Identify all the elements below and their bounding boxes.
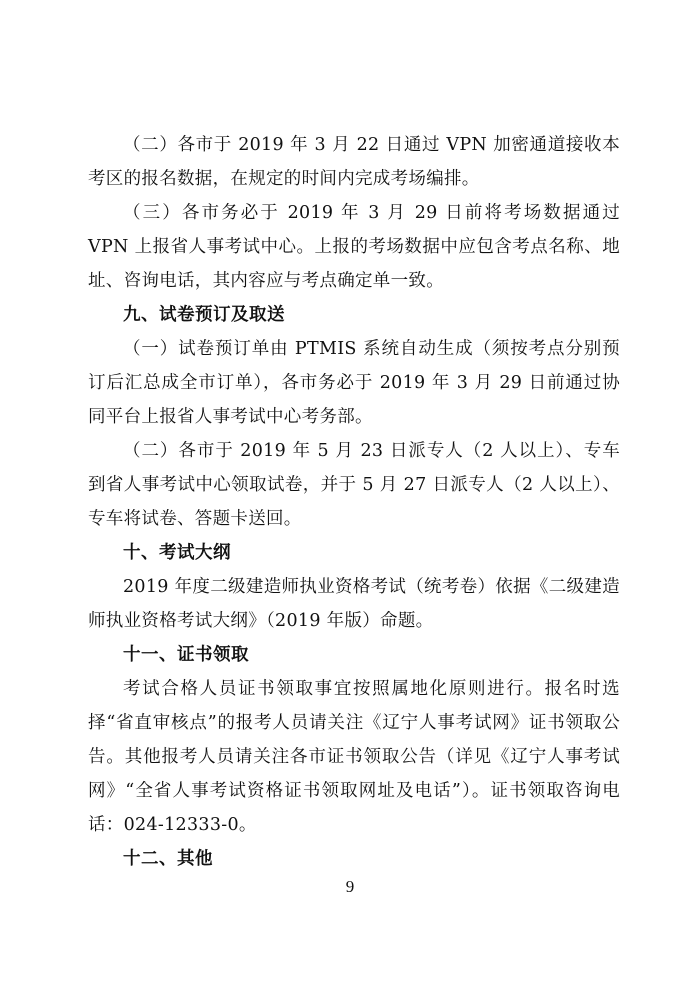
section-heading-9: 九、试卷预订及取送 [123,305,285,325]
document-body [88,128,620,876]
paragraph-9-2: （二）各市于 2019 年 5 月 23 日派专人（2 人以上）、专车到省人事考试中心领取试卷，并于 5 月 27 日派专人（2 人以上）、专车将试卷、答题卡送回。 [88,441,620,529]
paragraph-11: 考试合格人员证书领取事宜按照属地化原则进行。报名时选择“省直审核点”的报考人员请关注《辽宁人事考试网》证书领取公告。其他报考人员请关注各市证书领取公告（详见《辽宁人事考试网》“全省人事考试资格证书领取网址及电话”）。证书领取咨询电话：024-12333-0。 [88,679,620,835]
paragraph-2-3: （三）各市务必于 2019 年 3 月 29 日前将考场数据通过 VPN 上报省人事考试中心。上报的考场数据中应包含考点名称、地址、咨询电话，其内容应与考点确定单一致。 [88,203,620,291]
paragraph-10: 2019 年度二级建造师执业资格考试（统考卷）依据《二级建造师执业资格考试大纲》（2019 年版）命题。 [88,577,620,631]
paragraph-9-1: （一）试卷预订单由 PTMIS 系统自动生成（须按考点分别预订后汇总成全市订单），各市务必于 2019 年 3 月 29 日前通过协同平台上报省人事考试中心考务部。 [88,339,620,427]
section-heading-10: 十、考试大纲 [123,543,231,563]
section-heading-11: 十一、证书领取 [123,645,249,665]
page-number: 9 [345,877,355,896]
section-heading-12: 十二、其他 [123,849,213,869]
paragraph-2-2: （二）各市于 2019 年 3 月 22 日通过 VPN 加密通道接收本考区的报名数据，在规定的时间内完成考场编排。 [88,135,620,189]
